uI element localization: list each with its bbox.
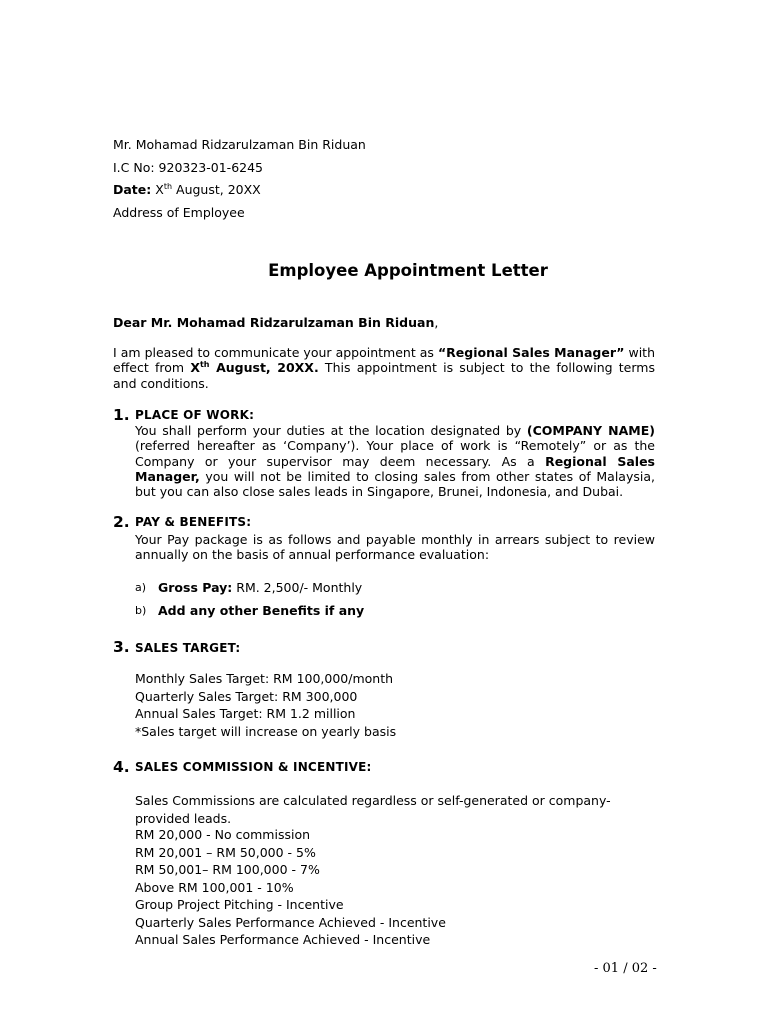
s1-role: Regional Sales Manager, — [135, 453, 655, 484]
section-1-number: 1. — [113, 406, 130, 424]
commission-list — [135, 826, 655, 949]
section-1-body — [135, 423, 655, 499]
section-2-number: 2. — [113, 513, 130, 531]
benefit-a — [158, 580, 362, 595]
letter-title: Employee Appointment Letter — [268, 261, 548, 280]
s1-text-3: you will not be limited to closing sales from other states of Malaysia, but you can also close sales leads in Singapore, Brunei, Indonesia, and Dubai. — [135, 468, 655, 500]
date-x: X — [155, 182, 164, 197]
salutation-comma: , — [434, 315, 439, 330]
list-item: Quarterly Sales Target: RM 300,000 — [135, 688, 358, 704]
list-item: Quarterly Sales Performance Achieved - Incentive — [135, 914, 446, 930]
benefit-a-marker: a) — [135, 581, 147, 594]
date-sup: th — [163, 182, 173, 191]
letter-date — [113, 182, 261, 197]
intro-date-rest: August, 20XX. — [209, 360, 319, 376]
intro-text-3: This appointment is subject to the following terms and conditions. — [113, 360, 655, 391]
benefit-b-marker: b) — [135, 604, 147, 617]
employee-address: Address of Employee — [113, 205, 245, 220]
benefit-a-value: RM. 2,500/- Monthly — [232, 580, 363, 595]
intro-date — [190, 360, 318, 375]
page-number: - 01 / 02 - — [594, 961, 657, 976]
s1-text-2: (referred hereafter as ‘Company’). Your place of work is “Remotely” or as the Company or your supervisor may deem necessary. As a — [135, 438, 655, 469]
list-item: *Sales target will increase on yearly basis — [135, 723, 397, 739]
list-item: Annual Sales Performance Achieved - Incentive — [135, 932, 431, 947]
intro-text-1: I am pleased to communicate your appointment as — [113, 345, 438, 360]
list-item: Group Project Pitching - Incentive — [135, 897, 344, 912]
date-label: Date: — [113, 182, 152, 197]
commission-intro — [135, 792, 625, 827]
benefit-b — [158, 603, 364, 618]
salutation — [113, 315, 438, 330]
intro-paragraph — [113, 345, 655, 391]
intro-text-2: with effect from — [113, 345, 655, 376]
list-item: Annual Sales Target: RM 1.2 million — [135, 706, 356, 721]
section-4-title: SALES COMMISSION & INCENTIVE: — [135, 760, 372, 774]
sales-target-list — [135, 670, 655, 740]
s1-company: (COMPANY NAME) — [526, 423, 655, 438]
section-2-title: PAY & BENEFITS: — [135, 515, 252, 529]
commission-intro-text: Sales Commissions are calculated regardless or self-generated or company-provided leads. — [135, 793, 611, 826]
list-item: RM 20,001 – RM 50,000 - 5% — [135, 844, 316, 860]
section-1-title: PLACE OF WORK: — [135, 408, 255, 422]
section-4-number: 4. — [113, 758, 130, 776]
intro-date-x: X — [190, 360, 200, 376]
list-item: RM 50,001– RM 100,000 - 7% — [135, 862, 320, 877]
list-item: RM 20,000 - No commission — [135, 827, 311, 842]
intro-role: “Regional Sales Manager” — [437, 345, 625, 360]
date-rest: August, 20XX — [172, 182, 261, 197]
section-3-number: 3. — [113, 638, 130, 656]
benefit-a-label: Gross Pay: — [158, 580, 233, 595]
list-item: Above RM 100,001 - 10% — [135, 879, 294, 895]
section-2-body: Your Pay package is as follows and payable monthly in arrears subject to review annually on the basis of annual performance evaluation: — [135, 532, 655, 563]
s1-text-1: You shall perform your duties at the location designated by — [135, 423, 527, 438]
salutation-name: Dear Mr. Mohamad Ridzarulzaman Bin Riduan — [113, 315, 435, 330]
recipient-name: Mr. Mohamad Ridzarulzaman Bin Riduan — [113, 137, 366, 152]
section-3-title: SALES TARGET: — [135, 641, 241, 655]
benefit-b-label: Add any other Benefits if any — [158, 603, 365, 618]
ic-number: I.C No: 920323-01-6245 — [113, 160, 263, 175]
intro-date-sup: th — [199, 360, 210, 370]
list-item: Monthly Sales Target: RM 100,000/month — [135, 671, 394, 686]
